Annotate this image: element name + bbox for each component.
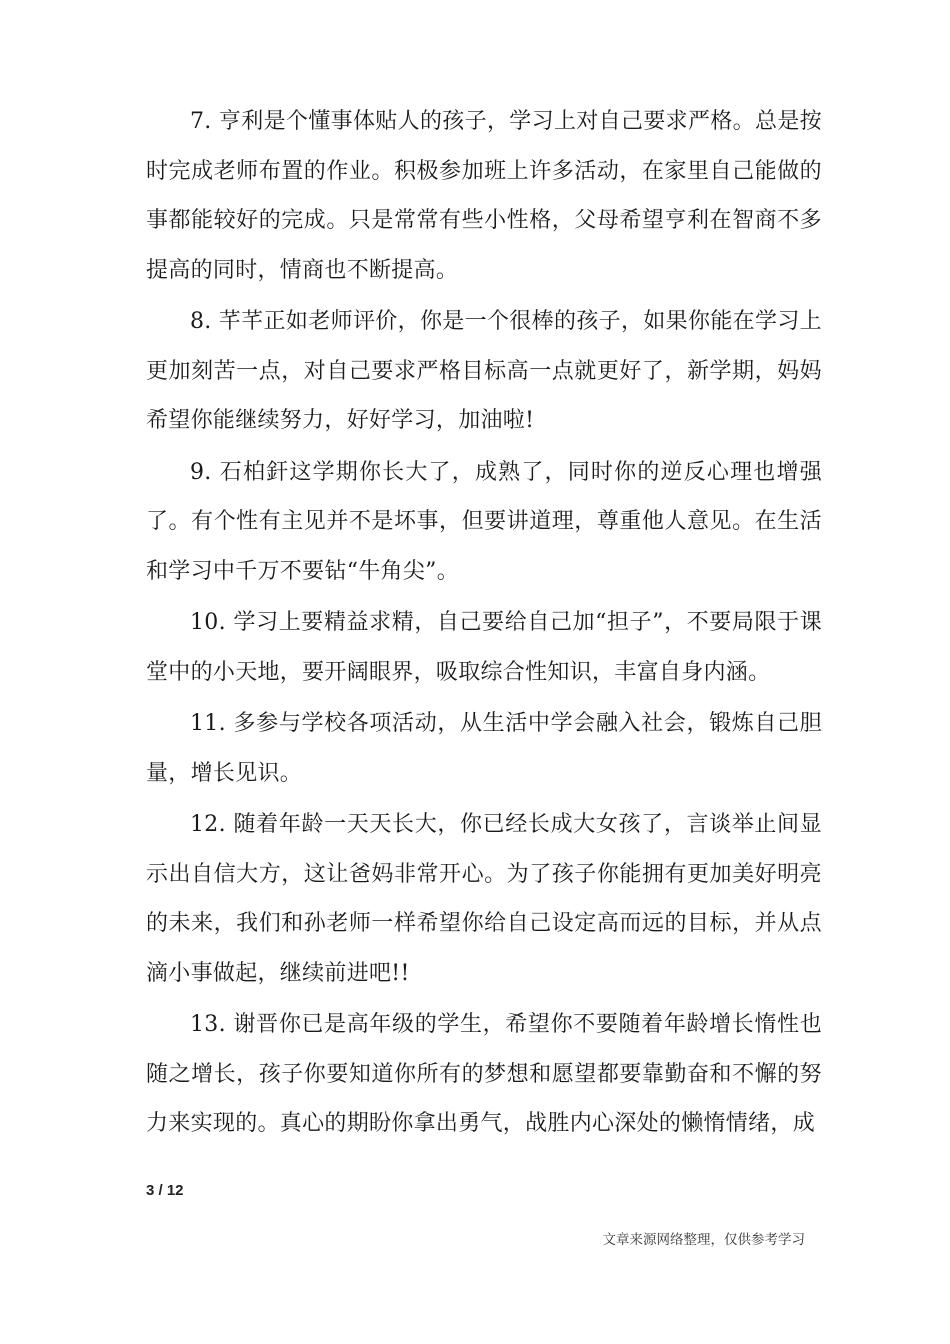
paragraph-13: 13. 谢晋你已是高年级的学生，希望你不要随着年龄增长惰性也随之增长，孩子你要知道你所有的梦想和愿望都要靠勤奋和不懈的努力来实现的。真心的期盼你拿出勇气，战胜内心深处的懒惰情绪，成 <box>146 1012 822 1136</box>
footer-note: 文章来源网络整理，仅供参考学习 <box>602 1232 805 1248</box>
paragraph-8: 8. 芊芊正如老师评价，你是一个很棒的孩子，如果你能在学习上更加刻苦一点，对自己要求严格目标高一点就更好了，新学期，妈妈希望你能继续努力，好好学习，加油啦! <box>146 309 822 433</box>
paragraph-9: 9. 石柏釬这学期你长大了，成熟了，同时你的逆反心理也增强了。有个性有主见并不是坏事，但要讲道理，尊重他人意见。在生活和学习中千万不要钻“牛角尖”。 <box>146 459 822 584</box>
paragraph-7: 7. 亨利是个懂事体贴人的孩子，学习上对自己要求严格。总是按时完成老师布置的作业。积极参加班上许多活动，在家里自己能做的事都能较好的完成。只是常常有些小性格，父母希望亨利在智商不多提高的同时，情商也不断提高。 <box>146 109 822 283</box>
paragraph-12: 12. 随着年龄一天天长大，你已经长成大女孩了，言谈举止间显示出自信大方，这让爸妈非常开心。为了孩子你能拥有更加美好明亮的未来，我们和孙老师一样希望你给自己设定高而远的目标，并从点滴小事做起，继续前进吧!! <box>146 812 822 986</box>
document-body <box>146 97 822 1151</box>
paragraph-11: 11. 多参与学校各项活动，从生活中学会融入社会，锻炼自己胆量，增长见识。 <box>146 711 822 786</box>
page-number: 3 / 12 <box>146 1182 184 1199</box>
paragraph-10: 10. 学习上要精益求精，自己要给自己加“担子”，不要局限于课堂中的小天地，要开阔眼界，吸取综合性知识，丰富自身内涵。 <box>146 610 822 685</box>
